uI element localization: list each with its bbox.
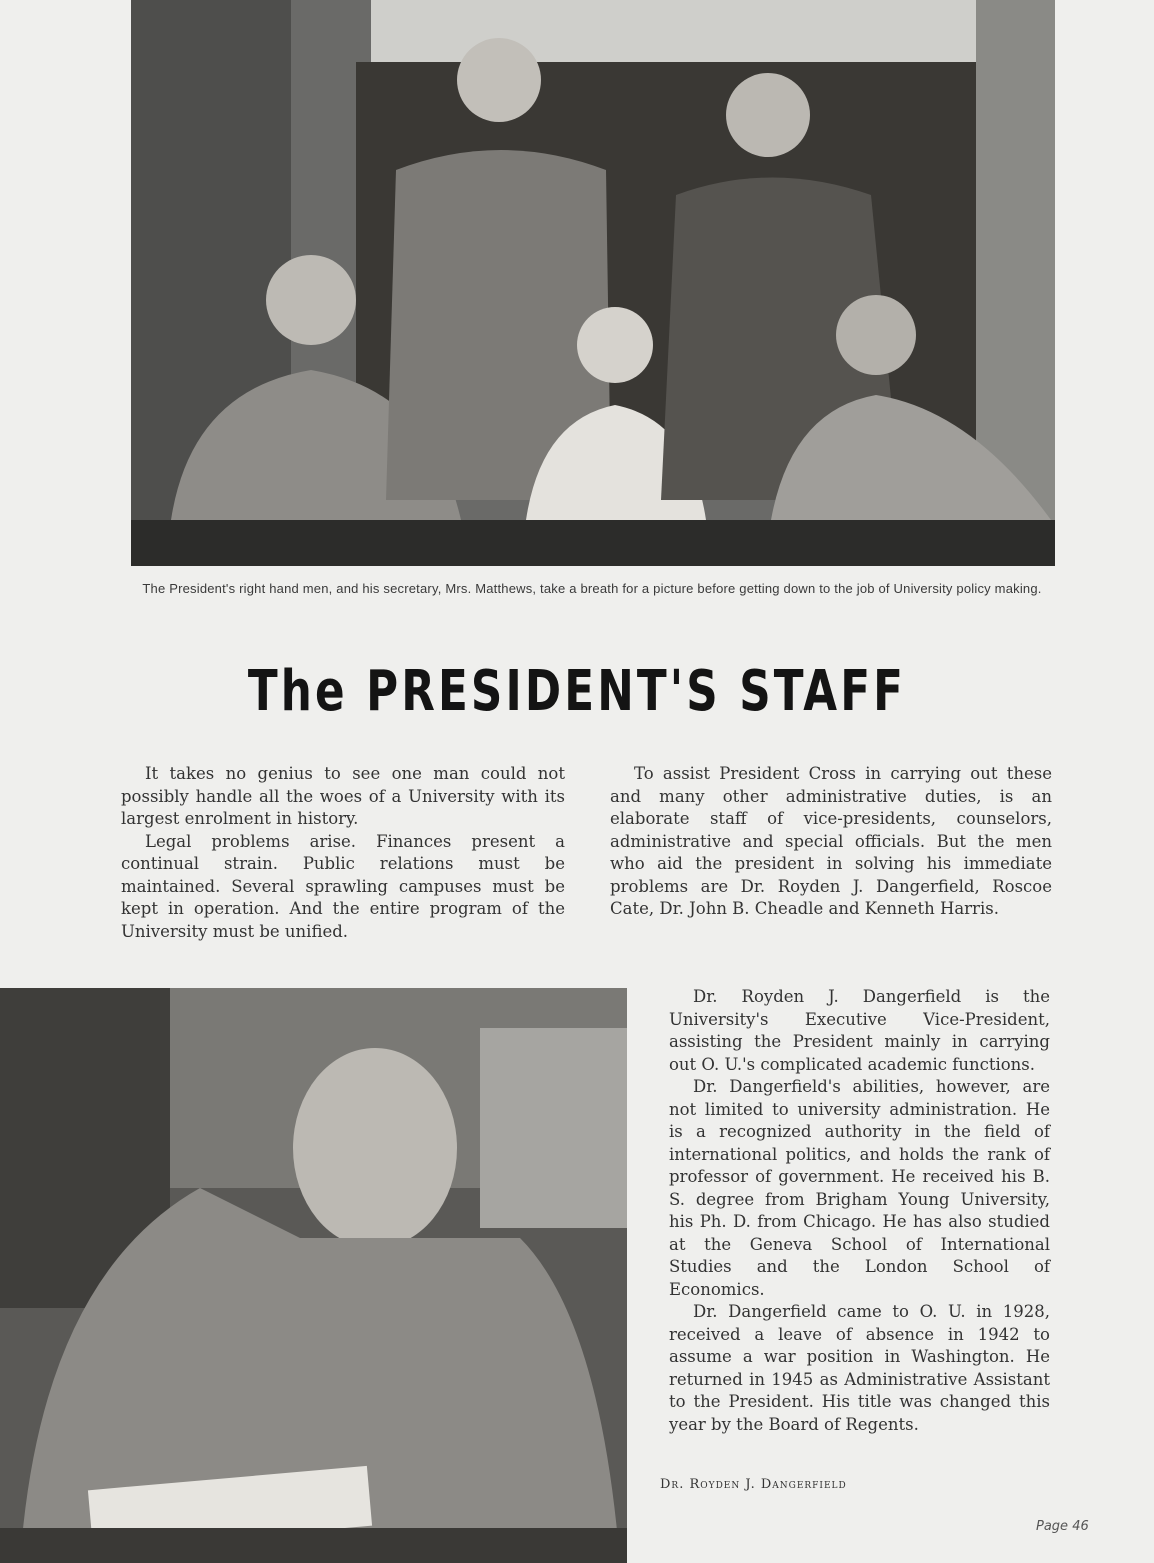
page-number: Page 46 bbox=[1036, 1519, 1089, 1534]
intro-paragraph: It takes no genius to see one man could not possibly handle all the woes of a University with its largest enrolment in history. bbox=[121, 764, 565, 828]
intro-right-column bbox=[610, 763, 1052, 921]
top-photo-caption: The President's right hand men, and his secretary, Mrs. Matthews, take a breath for a picture before getting down to the job of University policy making. bbox=[142, 581, 1042, 596]
dangerfield-bio-column bbox=[669, 986, 1050, 1436]
dangerfield-portrait-photo bbox=[0, 988, 627, 1563]
staff-group-photo-illustration bbox=[131, 0, 1055, 566]
intro-paragraph: To assist President Cross in carrying out these and many other administrative duties, is an elaborate staff of vice-presidents, counselors, administrative and special officials. But the men who aid the president in solving his immediate problems are Dr. Royden J. Dangerfield, Roscoe Cate, Dr. John B. Cheadle and Kenneth Harris. bbox=[610, 764, 1052, 918]
page-title: The PRESIDENT'S STAFF bbox=[247, 659, 907, 724]
dangerfield-portrait-illustration bbox=[0, 988, 627, 1563]
intro-paragraph: Legal problems arise. Finances present a continual strain. Public relations must be maintained. Several sprawling campuses must be kept in operation. And the entire program of the University must be unified. bbox=[121, 831, 565, 941]
staff-group-photo bbox=[131, 0, 1055, 566]
bottom-photo-label: Dr. Royden J. Dangerfield bbox=[660, 1477, 847, 1492]
bio-paragraph: Dr. Dangerfield's abilities, however, are not limited to university administration. He is a recognized authority in the field of international politics, and holds the rank of professor of government. He received his B. S. degree from Brigham Young University, his Ph. D. from Chicago. He has also studied at the Geneva School of International Studies and the London School of Economics. bbox=[669, 1077, 1050, 1299]
bio-paragraph: Dr. Royden J. Dangerfield is the University's Executive Vice-President, assisting the President mainly in carrying out O. U.'s complicated academic functions. bbox=[669, 987, 1050, 1074]
bio-paragraph: Dr. Dangerfield came to O. U. in 1928, received a leave of absence in 1942 to assume a war position in Washington. He returned in 1945 as Administrative Assistant to the President. His title was changed this year by the Board of Regents. bbox=[669, 1302, 1050, 1434]
intro-left-column bbox=[121, 763, 565, 943]
